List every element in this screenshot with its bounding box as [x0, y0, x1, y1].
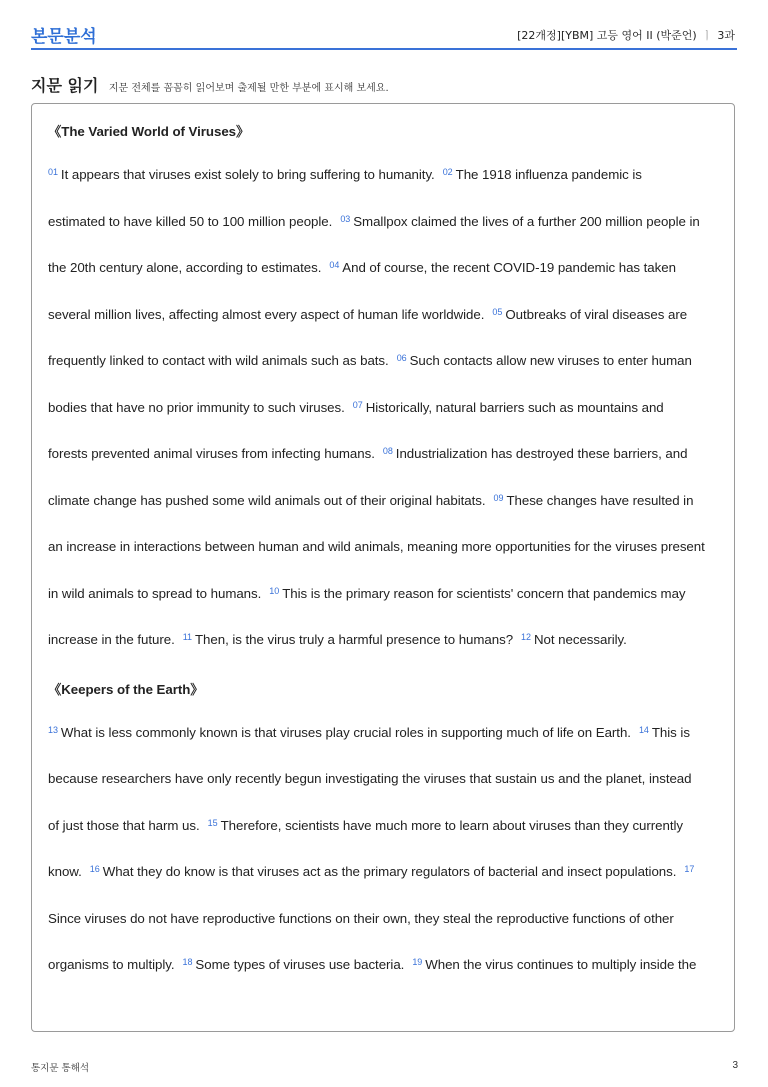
sentence-text: know. — [48, 864, 82, 879]
sentence-number: 02 — [442, 167, 453, 177]
sentence-number: 19 — [412, 957, 423, 967]
sentence-number: 17 — [684, 864, 695, 874]
sentence-text: These changes have resulted in — [506, 493, 694, 508]
sentence-line — [48, 400, 664, 415]
sentence-number: 01 — [48, 167, 58, 177]
sentence-number: 15 — [207, 818, 218, 828]
sentence-text: of just those that harm us. — [48, 818, 200, 833]
sentence-line — [48, 446, 687, 461]
sentence-text: Smallpox claimed the lives of a further 200 million people in — [353, 214, 700, 229]
sentence-line — [48, 864, 697, 879]
sentence-number: 05 — [492, 307, 503, 317]
passage-heading-2: 《Keepers of the Earth》 — [48, 682, 204, 697]
sentence-text: When the virus continues to multiply inside the — [425, 957, 697, 972]
sentence-text: in wild animals to spread to humans. — [48, 586, 262, 601]
sentence-number: 12 — [521, 632, 531, 642]
sentence-text: frequently linked to contact with wild animals such as bats. — [48, 353, 389, 368]
sentence-number: 10 — [269, 586, 280, 596]
section-title: 지문 읽기 — [31, 76, 99, 95]
sentence-line — [48, 725, 690, 740]
sentence-text: Industrialization has destroyed these barriers, and — [395, 446, 688, 461]
sentence-text: What they do know is that viruses act as the primary regulators of bacterial and insect populations. — [102, 864, 677, 879]
sentence-line — [48, 214, 700, 229]
sentence-text: Since viruses do not have reproductive functions on their own, they steal the reproductive functions of other — [48, 911, 674, 926]
sentence-text: organisms to multiply. — [48, 957, 175, 972]
sentence-text: estimated to have killed 50 to 100 million people. — [48, 214, 333, 229]
sentence-text: It appears that viruses exist solely to bring suffering to humanity. — [60, 167, 435, 182]
sentence-text: Outbreaks of viral diseases are — [505, 307, 688, 322]
sentence-line — [48, 539, 705, 554]
sentence-line — [48, 167, 642, 182]
course-name: [22개정][YBM] 고등 영어 II (박준언) — [517, 29, 697, 42]
passage-box — [31, 103, 735, 1032]
sentence-text: What is less commonly known is that viruses play crucial roles in supporting much of life on Earth. — [60, 725, 631, 740]
sentence-text: This is the primary reason for scientists' concern that pandemics may — [282, 586, 686, 601]
sentence-text: because researchers have only recently begun investigating the viruses that sustain us and the planet, instead — [48, 771, 692, 786]
sentence-number: 03 — [340, 214, 351, 224]
sentence-text: The 1918 influenza pandemic is — [455, 167, 642, 182]
passage-heading-1: 《The Varied World of Viruses》 — [48, 124, 250, 139]
section-instruction: 지문 전체를 꼼꼼히 읽어보며 출제될 만한 부분에 표시해 보세요. — [108, 83, 389, 94]
footer-label: 통지문 통해석 — [31, 1063, 90, 1074]
page-header — [31, 18, 737, 50]
section-heading — [31, 73, 389, 96]
sentence-text: climate change has pushed some wild animals out of their original habitats. — [48, 493, 486, 508]
sentence-number: 04 — [329, 260, 340, 270]
header-separator: ㅣ — [701, 29, 713, 42]
sentence-text: the 20th century alone, according to estimates. — [48, 260, 322, 275]
course-info — [517, 27, 735, 43]
sentence-text: Therefore, scientists have much more to learn about viruses than they currently — [220, 818, 683, 833]
sentence-text: Some types of viruses use bacteria. — [195, 957, 405, 972]
sentence-text: bodies that have no prior immunity to such viruses. — [48, 400, 345, 415]
sentence-line — [48, 818, 683, 833]
sentence-text: an increase in interactions between human and wild animals, meaning more opportunities for the viruses present — [48, 539, 705, 554]
sentence-line — [48, 911, 674, 926]
page-number: 3 — [732, 1060, 738, 1071]
sentence-line — [48, 353, 692, 368]
sentence-line — [48, 493, 693, 508]
sentence-text: forests prevented animal viruses from infecting humans. — [48, 446, 375, 461]
sentence-line — [48, 632, 627, 647]
sentence-text: Then, is the virus truly a harmful presence to humans? — [194, 632, 514, 647]
sentence-text: increase in the future. — [48, 632, 175, 647]
sentence-number: 07 — [352, 400, 363, 410]
sentence-line — [48, 307, 687, 322]
page-title: 본문분석 — [31, 27, 97, 47]
sentence-line — [48, 260, 676, 275]
sentence-line — [48, 771, 692, 786]
sentence-line — [48, 586, 686, 601]
sentence-number: 09 — [493, 493, 504, 503]
sentence-number: 06 — [396, 353, 407, 363]
sentence-text: several million lives, affecting almost every aspect of human life worldwide. — [48, 307, 485, 322]
sentence-number: 08 — [382, 446, 393, 456]
sentence-number: 14 — [638, 725, 649, 735]
sentence-text: This is — [651, 725, 690, 740]
sentence-number: 16 — [89, 864, 100, 874]
sentence-number: 18 — [182, 957, 193, 967]
lesson-label: 3과 — [717, 29, 735, 42]
sentence-line — [48, 957, 696, 972]
sentence-text: And of course, the recent COVID-19 pandemic has taken — [342, 260, 676, 275]
sentence-number: 13 — [48, 725, 58, 735]
sentence-text: Such contacts allow new viruses to enter human — [409, 353, 692, 368]
sentence-text: Historically, natural barriers such as mountains and — [365, 400, 664, 415]
sentence-text: Not necessarily. — [533, 632, 627, 647]
sentence-number: 11 — [182, 632, 192, 642]
